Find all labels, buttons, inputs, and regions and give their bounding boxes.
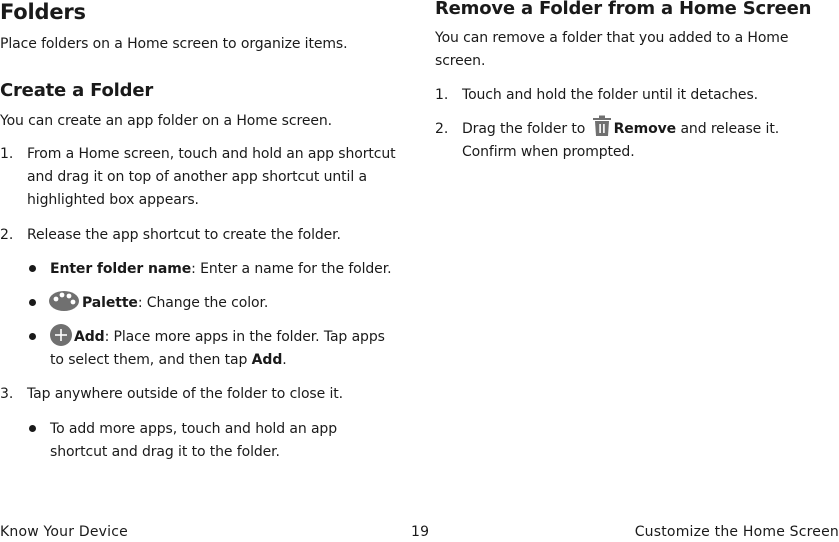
remove-text-b: and release it. Confirm when prompted. [462,121,780,160]
add-icon [50,324,72,346]
footer-section-right: Customize the Home Screen [634,524,839,540]
bullet-palette [48,292,403,315]
bullet-folder-name [50,258,405,281]
bullet-add [50,326,405,349]
bullet-add-line2 [50,349,405,372]
add-label: Add [74,329,105,345]
step-text: Tap anywhere outside of the folder to close it. [27,386,344,402]
trash-icon [592,115,612,137]
step-text: Touch and hold the folder until it detaches. [462,87,758,103]
create-folder-intro: You can create an app folder on a Home screen. [0,113,332,129]
add-text-2c: . [282,352,287,368]
folder-name-text: : Enter a name for the folder. [191,261,392,277]
bullet-more-apps: To add more apps, touch and hold an app shortcut and drag it to the folder. [50,421,338,460]
palette-icon [48,290,80,312]
step-text: From a Home screen, touch and hold an app shortcut and drag it on top of another app shortcut until a highlighted box appears. [27,146,396,208]
bullet-dot [29,425,36,432]
remove-folder-heading: Remove a Folder from a Home Screen [435,0,812,19]
bullet-dot [29,299,36,306]
remove-text-a: Drag the folder to [462,121,590,137]
footer-section-left: Know Your Device [0,524,128,540]
intro-text: Place folders on a Home screen to organize items. [0,36,348,52]
add-text-2a: to select them, and then tap [50,352,252,368]
palette-label: Palette [82,295,138,311]
folder-name-label: Enter folder name [50,261,192,277]
add-label-2: Add [251,352,283,368]
palette-text: : Change the color. [137,295,269,311]
step-number: 2. [0,227,14,243]
page-title: Folders [0,0,86,24]
step-number: 1. [435,87,449,103]
add-text: : Place more apps in the folder. Tap apps [104,329,385,345]
bullet-dot [29,265,36,272]
bullet-dot [29,333,36,340]
step-number: 3. [0,386,14,402]
remove-label: Remove [613,121,677,137]
create-folder-heading: Create a Folder [0,80,154,101]
step-text: Release the app shortcut to create the folder. [27,227,341,243]
step-text-remove [462,118,807,164]
remove-folder-intro: You can remove a folder that you added to a Home screen. [435,30,789,69]
step-number: 2. [435,121,449,137]
page-number: 19 [411,524,430,540]
step-number: 1. [0,146,14,162]
